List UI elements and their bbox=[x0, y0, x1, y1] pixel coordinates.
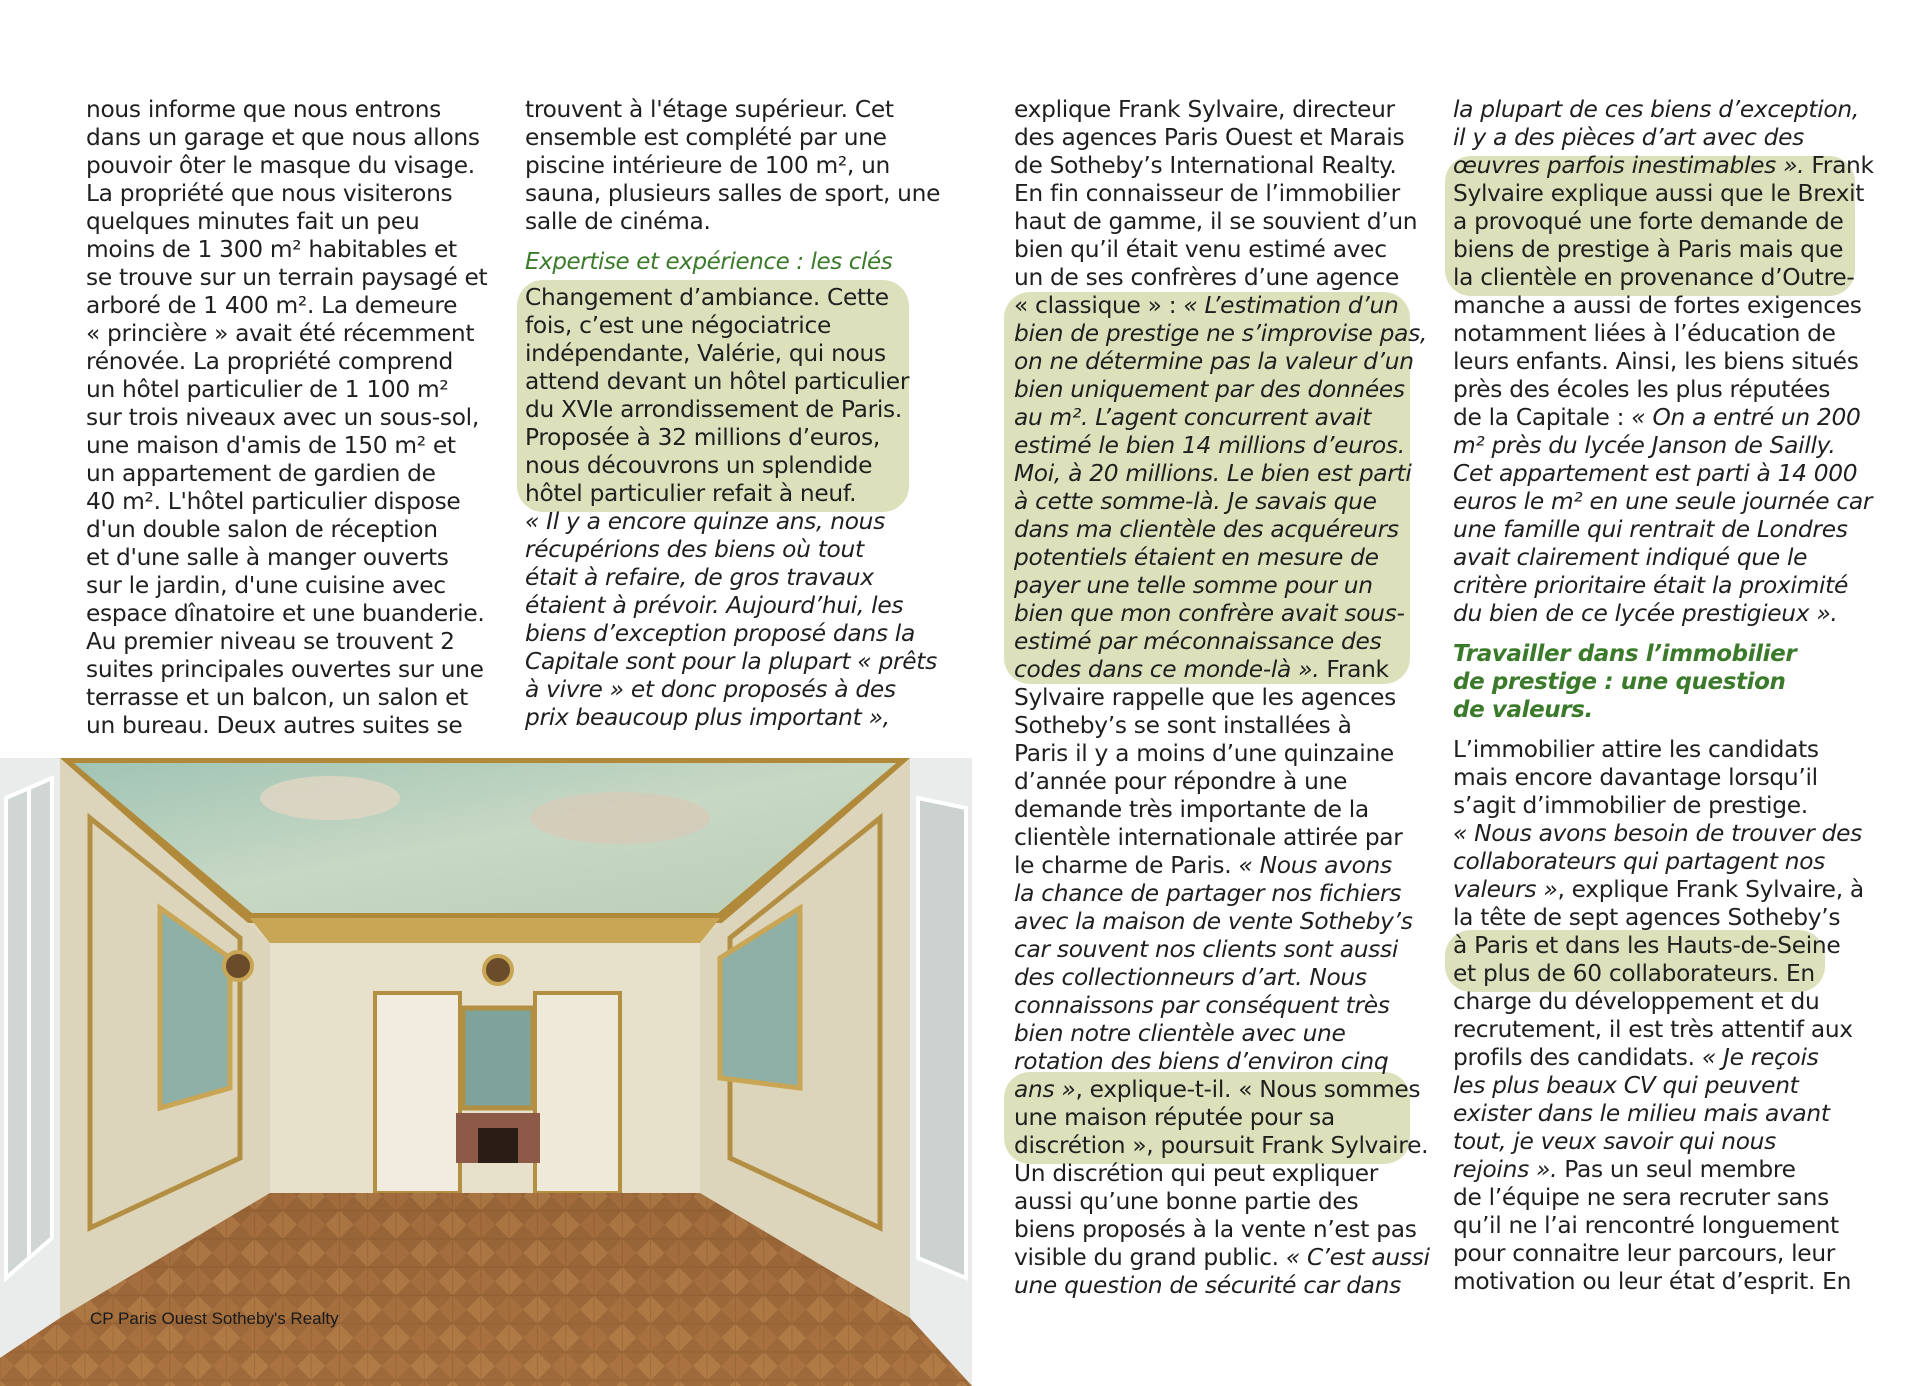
body-text-line: un de ses confrères d’une agence bbox=[1014, 264, 1400, 291]
body-text-line: Sotheby’s se sont installées à bbox=[1014, 712, 1352, 739]
body-text-line: L’immobilier attire les candidats bbox=[1453, 736, 1819, 763]
body-text-line: La propriété que nous visiterons bbox=[86, 180, 453, 207]
quote-text-line: bien de prestige ne s’improvise pas, bbox=[1014, 320, 1428, 347]
body-text-line: quelques minutes fait un peu bbox=[86, 208, 420, 235]
highlighted-text-line: Changement d’ambiance. Cette bbox=[525, 284, 889, 311]
body-text-line: près des écoles les plus réputées bbox=[1453, 376, 1831, 403]
body-text-line: une maison d'amis de 150 m² et bbox=[86, 432, 456, 459]
highlighted-text-line: discrétion », poursuit Frank Sylvaire. bbox=[1014, 1132, 1429, 1159]
highlighted-text-line: à Paris et dans les Hauts-de-Seine bbox=[1453, 932, 1841, 959]
highlighted-text-line: nous découvrons un splendide bbox=[525, 452, 873, 479]
quote-text-line: car souvent nos clients sont aussi bbox=[1014, 936, 1399, 963]
body-text-line: biens proposés à la vente n’est pas bbox=[1014, 1216, 1417, 1243]
body-text-line: ensemble est complété par une bbox=[525, 124, 887, 151]
body-text-line: motivation ou leur état d’esprit. En bbox=[1453, 1268, 1852, 1295]
body-text-line: dans un garage et que nous allons bbox=[86, 124, 480, 151]
quote-text-line: prix beaucoup plus important », bbox=[525, 704, 890, 731]
quote-text-line: récupérions des biens où tout bbox=[525, 536, 864, 563]
quote-text-line: avait clairement indiqué que le bbox=[1453, 544, 1808, 571]
quote-text-line: avec la maison de vente Sotheby’s bbox=[1014, 908, 1413, 935]
quote-text-line: il y a des pièces d’art avec des bbox=[1453, 124, 1805, 151]
quote-text-line: exister dans le milieu mais avant bbox=[1453, 1100, 1830, 1127]
body-text-line: Sylvaire rappelle que les agences bbox=[1014, 684, 1397, 711]
body-text-line: de Sotheby’s International Realty. bbox=[1014, 152, 1397, 179]
body-text-line: s’agit d’immobilier de prestige. bbox=[1453, 792, 1808, 819]
body-text-line: charge du développement et du bbox=[1453, 988, 1820, 1015]
highlighted-text-line: une maison réputée pour sa bbox=[1014, 1104, 1335, 1131]
highlighted-text-line: biens de prestige à Paris mais que bbox=[1453, 236, 1844, 263]
quote-text-line: rotation des biens d’environ cinq bbox=[1014, 1048, 1389, 1075]
quote-text-line: la plupart de ces biens d’exception, bbox=[1453, 96, 1859, 123]
highlighted-text-line: Proposée à 32 millions d’euros, bbox=[525, 424, 880, 451]
body-text-line: trouvent à l'étage supérieur. Cet bbox=[525, 96, 894, 123]
highlighted-text-line: manche a aussi de fortes exigences bbox=[1453, 292, 1862, 319]
body-text-line: de l’équipe ne sera recruter sans bbox=[1453, 1184, 1829, 1211]
quote-text-line: « Il y a encore quinze ans, nous bbox=[525, 508, 885, 535]
body-text-line: terrasse et un balcon, un salon et bbox=[86, 684, 469, 711]
quote-text-line: la chance de partager nos fichiers bbox=[1014, 880, 1402, 907]
quote-text-line: à cette somme-là. Je savais que bbox=[1014, 488, 1377, 515]
quote-text-line: euros le m² en une seule journée car bbox=[1453, 488, 1873, 515]
quote-text-line: Cet appartement est parti à 14 000 bbox=[1453, 460, 1858, 487]
body-text-line: salle de cinéma. bbox=[525, 208, 711, 235]
highlighted-text-line: du XVIe arrondissement de Paris. bbox=[525, 396, 902, 423]
article-column-3: explique Frank Sylvaire, directeur des agences Paris Ouest et Marais de Sotheby’s International Realty. En fin connaisseur de l’immobilier haut de gamme, il se souvient d’un bien qu’il était venu estimé avec un de ses confrères d’une agence « classique » : « L’estimation d’un bien de prestige ne s’improvise pas, on ne détermine pas la valeur d’un bien uniquement par des données au m². L’agent concurrent avait estimé le bien 14 millions d’euros. Moi, à 20 millions. Le bien est parti à cette somme-là. Je savais que dans ma clientèle des acquéreurs potentiels étaient en mesure de payer une telle somme pour un bien que mon confrère avait sous- estimé par méconnaissance des codes dans ce monde-là ». Frank Sylvaire rappelle que les agences Sotheby’s se sont installées à Paris il y a moins d’une quinzaine d’année pour répondre à une demande très importante de la clientèle internationale attirée par le charme de Paris. « Nous avons la chance de partager nos fichiers avec la maison de vente Sotheby’s car souvent nos clients sont aussi des collectionneurs d’art. Nous connaissons par conséquent très bien notre clientèle avec une rotation des biens d’environ cinq ans », explique-t-il. « Nous sommes une maison réputée pour sa discrétion », poursuit Frank Sylvaire. Un discrétion qui peut expliquer aussi qu’une bonne partie des biens proposés à la vente n’est pas visible du grand public. « C’est aussi une question de sécurité car dans bbox=[1014, 96, 1430, 1300]
body-text-line: qu’il ne l’ai rencontré longuement bbox=[1453, 1212, 1839, 1239]
highlighted-text-line: a provoqué une forte demande de bbox=[1453, 208, 1844, 235]
quote-text-line: était à refaire, de gros travaux bbox=[525, 564, 874, 591]
photo-credit: CP Paris Ouest Sotheby's Realty bbox=[90, 1309, 339, 1328]
salon-photo bbox=[0, 758, 972, 1386]
body-text-line: « princière » avait été récemment bbox=[86, 320, 475, 347]
quote-text-line: potentiels étaient en mesure de bbox=[1014, 544, 1379, 571]
highlighted-text-line: indépendante, Valérie, qui nous bbox=[525, 340, 886, 367]
body-text-line: Paris il y a moins d’une quinzaine bbox=[1014, 740, 1394, 767]
article-column-2 bbox=[525, 96, 940, 732]
quote-text-line: au m². L’agent concurrent avait bbox=[1014, 404, 1372, 431]
body-text-line: 40 m². L'hôtel particulier dispose bbox=[86, 488, 461, 515]
quote-text-line: payer une telle somme pour un bbox=[1014, 572, 1373, 599]
quote-text-line: à vivre » et donc proposés à des bbox=[525, 676, 896, 703]
body-text-line: Un discrétion qui peut expliquer bbox=[1014, 1160, 1379, 1187]
highlighted-text-line: fois, c’est une négociatrice bbox=[525, 312, 831, 339]
body-text-line: un bureau. Deux autres suites se bbox=[86, 712, 463, 739]
section-heading-expertise: Expertise et expérience : les clés bbox=[525, 249, 893, 275]
body-text-line: arboré de 1 400 m². La demeure bbox=[86, 292, 458, 319]
body-text-line: mais encore davantage lorsqu’il bbox=[1453, 764, 1818, 791]
body-text-line: nous informe que nous entrons bbox=[86, 96, 441, 123]
body-text-line: clientèle internationale attirée par bbox=[1014, 824, 1403, 851]
body-text-line: bien qu’il était venu estimé avec bbox=[1014, 236, 1387, 263]
body-text-line: pouvoir ôter le masque du visage. bbox=[86, 152, 475, 179]
quote-text-line: une famille qui rentrait de Londres bbox=[1453, 516, 1848, 543]
body-text-line: d’année pour répondre à une bbox=[1014, 768, 1348, 795]
body-text-line: sauna, plusieurs salles de sport, une bbox=[525, 180, 941, 207]
quote-text-line: tout, je veux savoir qui nous bbox=[1453, 1128, 1776, 1155]
highlighted-text-line: Sylvaire explique aussi que le Brexit bbox=[1453, 180, 1865, 207]
body-text-line: rénovée. La propriété comprend bbox=[86, 348, 453, 375]
quote-text-line: des collectionneurs d’art. Nous bbox=[1014, 964, 1367, 991]
body-text-line: sur le jardin, d'une cuisine avec bbox=[86, 572, 446, 599]
highlighted-text-line: attend devant un hôtel particulier bbox=[525, 368, 910, 395]
quote-text-line: étaient à prévoir. Aujourd’hui, les bbox=[525, 592, 904, 619]
ornate-salon-illustration bbox=[0, 758, 972, 1386]
body-text-line: pour connaitre leur parcours, leur bbox=[1453, 1240, 1836, 1267]
quote-text-line: m² près du lycée Janson de Sailly. bbox=[1453, 432, 1836, 459]
article-column-1 bbox=[86, 96, 487, 740]
body-text-line: notamment liées à l’éducation de bbox=[1453, 320, 1836, 347]
quote-text-line: biens d’exception proposé dans la bbox=[525, 620, 915, 647]
highlighted-text-line: hôtel particulier refait à neuf. bbox=[525, 480, 857, 507]
quote-text-line: bien notre clientèle avec une bbox=[1014, 1020, 1346, 1047]
quote-text-line: critère prioritaire était la proximité bbox=[1453, 572, 1849, 599]
body-text-line: espace dînatoire et une buanderie. bbox=[86, 600, 485, 627]
body-text-line: sur trois niveaux avec un sous-sol, bbox=[86, 404, 479, 431]
quote-text-line: connaissons par conséquent très bbox=[1014, 992, 1390, 1019]
body-text-line: leurs enfants. Ainsi, les biens situés bbox=[1453, 348, 1859, 375]
body-text-line: piscine intérieure de 100 m², un bbox=[525, 152, 891, 179]
article-column-4: la plupart de ces biens d’exception, il y a des pièces d’art avec des œuvres parfois inestimables ». Frank Sylvaire explique aussi que le Brexit a provoqué une forte demande de biens de prestige à Paris mais que la clientèle en provenance d’Outre- manche a aussi de fortes exigences notamment liées à l’éducation de leurs enfants. Ainsi, les biens situés près des écoles les plus réputées de la Capitale : « On a entré un 200 m² près du lycée Janson de Sailly. Cet appartement est parti à 14 000 euros le m² en une seule journée car une famille qui rentrait de Londres avait clairement indiqué que le critère prioritaire était la proximité du bien de ce lycée prestigieux ». Travailler dans l’immobilier de prestige : une question de valeurs. L’immobilier attire les candidats mais encore davantage lorsqu’il s’agit d’immobilier de prestige. « Nous avons besoin de trouver des collaborateurs qui partagent nos valeurs », explique Frank Sylvaire, à la tête de sept agences Sotheby’s à Paris et dans les Hauts-de-Seine et plus de 60 collaborateurs. En charge du développement et du recrutement, il est très attentif aux profils des candidats. « Je reçois les plus beaux CV qui peuvent exister dans le milieu mais avant tout, je veux savoir qui nous rejoins ». Pas un seul membre de l’équipe ne sera recruter sans qu’il ne l’ai rencontré longuement pour connaitre leur parcours, leur motivation ou leur état d’esprit. En bbox=[1453, 96, 1874, 1296]
body-text-line: demande très importante de la bbox=[1014, 796, 1369, 823]
quote-text-line: les plus beaux CV qui peuvent bbox=[1453, 1072, 1799, 1099]
quote-text-line: du bien de ce lycée prestigieux ». bbox=[1453, 600, 1838, 627]
body-text-line: Au premier niveau se trouvent 2 bbox=[86, 628, 455, 655]
quote-text-line: collaborateurs qui partagent nos bbox=[1453, 848, 1826, 875]
quote-text-line: bien uniquement par des données bbox=[1014, 376, 1405, 403]
body-text-line: un hôtel particulier de 1 100 m² bbox=[86, 376, 449, 403]
quote-text-line: estimé par méconnaissance des bbox=[1014, 628, 1382, 655]
quote-text-line: Moi, à 20 millions. Le bien est parti bbox=[1014, 460, 1412, 487]
quote-text-line: on ne détermine pas la valeur d’un bbox=[1014, 348, 1414, 375]
quote-text-line: estimé le bien 14 millions d’euros. bbox=[1014, 432, 1405, 459]
body-text-line: aussi qu’une bonne partie des bbox=[1014, 1188, 1359, 1215]
section-heading-valeurs: Travailler dans l’immobilier bbox=[1453, 641, 1797, 667]
section-heading-valeurs: de prestige : une question bbox=[1453, 669, 1786, 695]
body-text-line: haut de gamme, il se souvient d’un bbox=[1014, 208, 1418, 235]
body-text-line: se trouve sur un terrain paysagé et bbox=[86, 264, 488, 291]
quote-text-line: dans ma clientèle des acquéreurs bbox=[1014, 516, 1399, 543]
section-heading-valeurs: de valeurs. bbox=[1453, 697, 1593, 723]
body-text-line: des agences Paris Ouest et Marais bbox=[1014, 124, 1405, 151]
quote-text-line: « Nous avons besoin de trouver des bbox=[1453, 820, 1862, 847]
body-text-line: recrutement, il est très attentif aux bbox=[1453, 1016, 1853, 1043]
body-text-line: En fin connaisseur de l’immobilier bbox=[1014, 180, 1400, 207]
body-text-line: un appartement de gardien de bbox=[86, 460, 436, 487]
quote-text-line: bien que mon confrère avait sous- bbox=[1014, 600, 1405, 627]
highlighted-text-line: la clientèle en provenance d’Outre- bbox=[1453, 264, 1855, 291]
quote-text-line: Capitale sont pour la plupart « prêts bbox=[525, 648, 937, 675]
body-text-line: suites principales ouvertes sur une bbox=[86, 656, 484, 683]
body-text-line: et d'une salle à manger ouverts bbox=[86, 544, 449, 571]
body-text-line: moins de 1 300 m² habitables et bbox=[86, 236, 457, 263]
body-text-line: explique Frank Sylvaire, directeur bbox=[1014, 96, 1395, 123]
body-text-line: d'un double salon de réception bbox=[86, 516, 438, 543]
